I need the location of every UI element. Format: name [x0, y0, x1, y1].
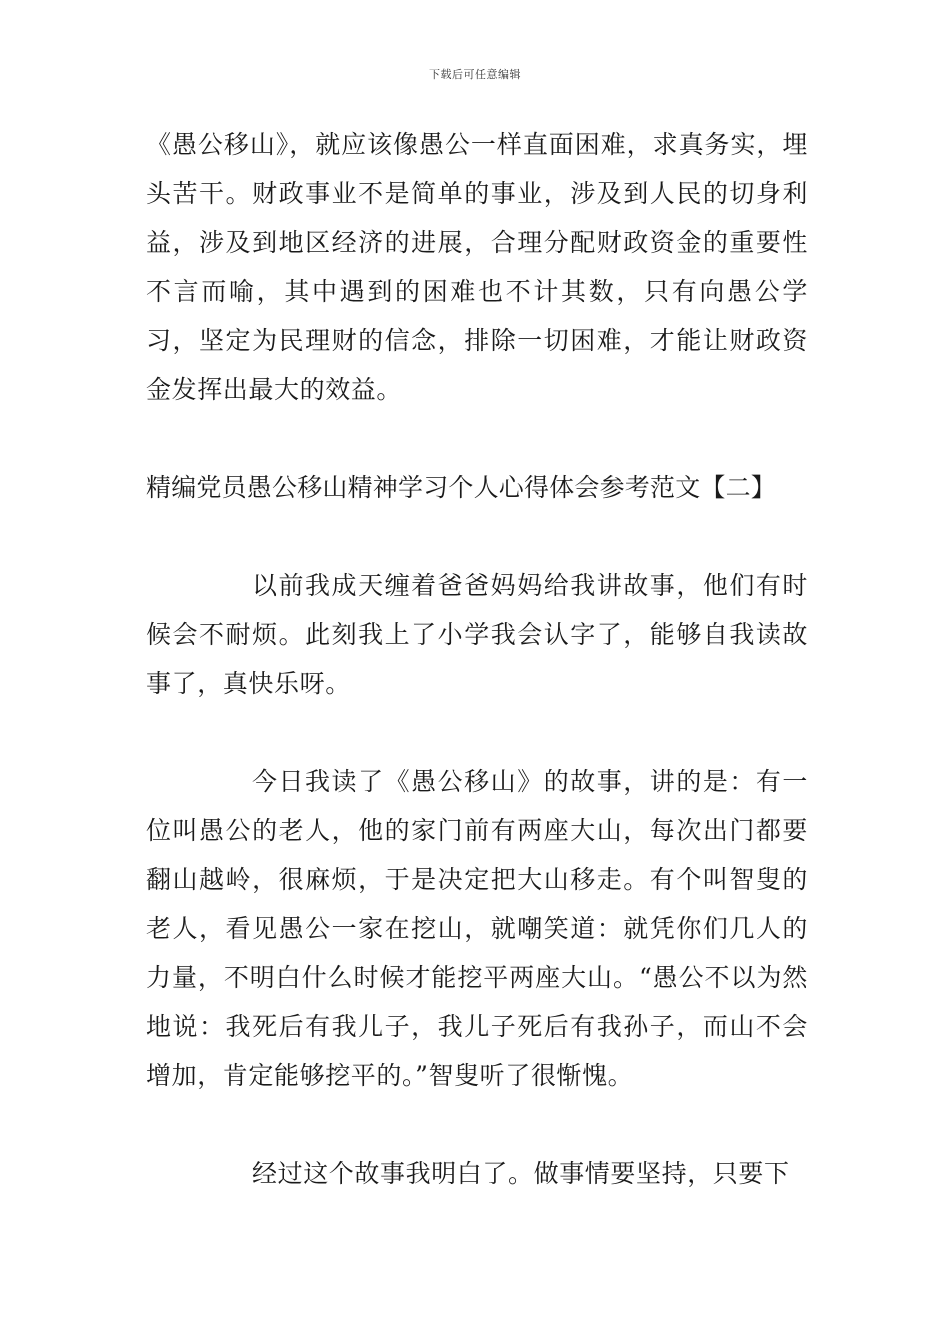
paragraph-2: 今日我读了《愚公移山》的故事，讲的是：有一位叫愚公的老人，他的家门前有两座大山，每次出门都要翻山越岭，很麻烦，于是决定把大山移走。有个叫智叟的老人，看见愚公一家在挖山，就嘲笑道：就凭你们几人的力量，不明白什么时候才能挖平两座大山。“愚公不以为然地说：我死后有我儿子，我儿子死后有我孙子，而山不会增加，肯定能够挖平的。”智叟听了很惭愧。 [146, 767, 808, 1090]
paragraph-1: 以前我成天缠着爸爸妈妈给我讲故事，他们有时候会不耐烦。此刻我上了小学我会认字了，能够自我读故事了，真快乐呀。 [146, 571, 808, 698]
paragraph-3: 经过这个故事我明白了。做事情要坚持，只要下 [252, 1159, 790, 1188]
header-note: 下载后可任意编辑 [429, 68, 521, 81]
section-title: 精编党员愚公移山精神学习个人心得体会参考范文【二】 [146, 473, 777, 502]
paragraph-intro: 《愚公移山》，就应该像愚公一样直面困难，求真务实，埋头苦干。财政事业不是简单的事业，涉及到人民的切身利益，涉及到地区经济的进展，合理分配财政资金的重要性不言而喻，其中遇到的困难也不计其数，只有向愚公学习，坚定为民理财的信念，排除一切困难，才能让财政资金发挥出最大的效益。 [146, 130, 808, 404]
document-body [146, 120, 808, 1247]
